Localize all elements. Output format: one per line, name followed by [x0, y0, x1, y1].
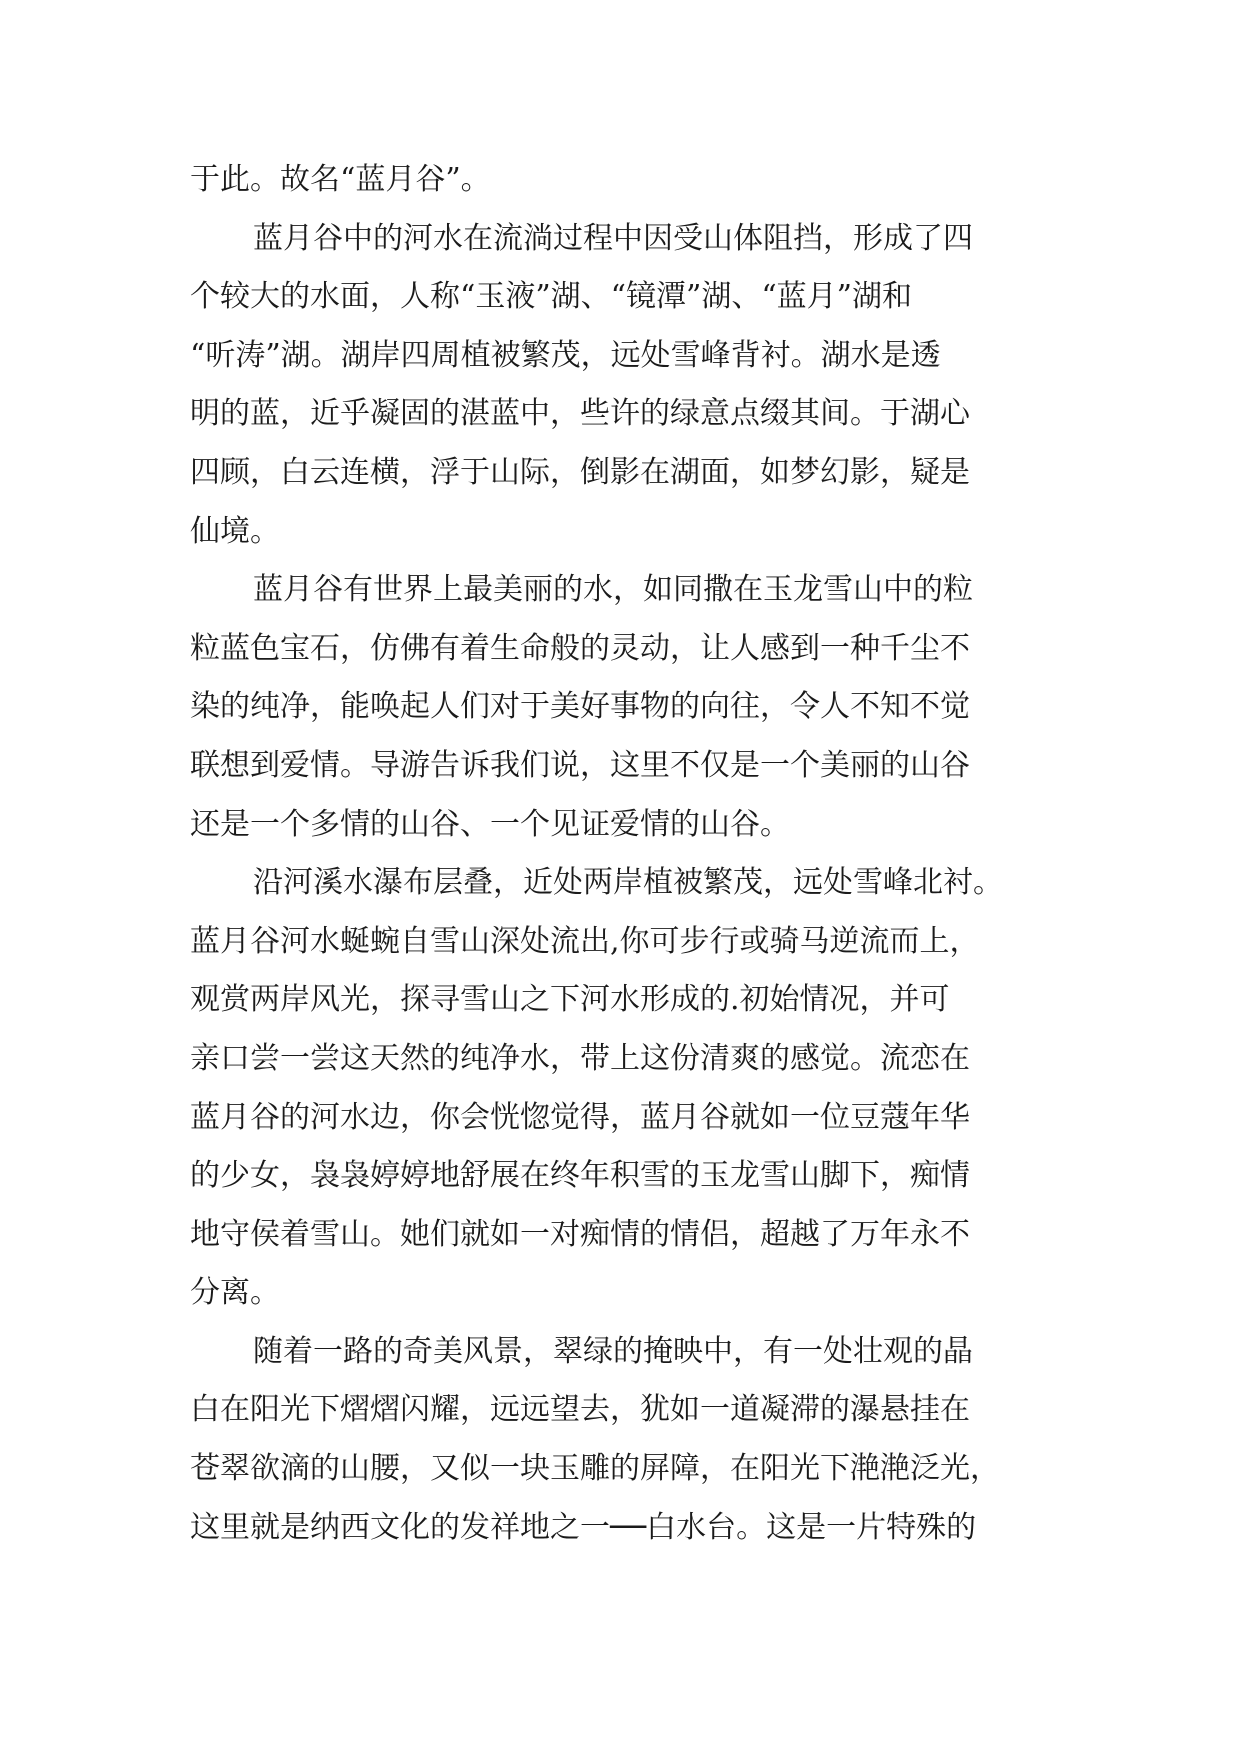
text-line: 蓝月谷河水蜒蜿自雪山深处流出,你可步行或骑马逆流而上， [190, 923, 980, 959]
paragraph-first-line: 沿河溪水瀑布层叠，近处两岸植被繁茂，远处雪峰北衬。 [253, 865, 1003, 901]
text-line: 还是一个多情的山谷、一个见证爱情的山谷。 [190, 806, 790, 842]
text-line: 亲口尝一尝这天然的纯净水，带上这份清爽的感觉。流恋在 [190, 1040, 970, 1076]
text-line: 个较大的水面，人称“玉液”湖、“镜潭”湖、“蓝月”湖和 [190, 279, 913, 315]
text-line: 明的蓝，近乎凝固的湛蓝中，些许的绿意点缀其间。于湖心 [190, 396, 970, 432]
text-line: 联想到爱情。导游告诉我们说，这里不仅是一个美丽的山谷 [190, 747, 970, 783]
text-line: 四顾，白云连横，浮于山际，倒影在湖面，如梦幻影，疑是 [190, 454, 970, 490]
paragraph-first-line: 蓝月谷有世界上最美丽的水，如同撒在玉龙雪山中的粒 [253, 572, 973, 608]
text-line: 分离。 [190, 1275, 280, 1311]
text-line: 蓝月谷的河水边，你会恍惚觉得，蓝月谷就如一位豆蔻年华 [190, 1099, 970, 1135]
text-line: 仙境。 [190, 513, 280, 549]
text-line: 苍翠欲滴的山腰，又似一块玉雕的屏障，在阳光下滟滟泛光， [190, 1451, 1000, 1487]
text-line: 于此。故名“蓝月谷”。 [190, 162, 491, 197]
text-line: 粒蓝色宝石，仿佛有着生命般的灵动，让人感到一种千尘不 [190, 630, 970, 666]
text-line: 观赏两岸风光，探寻雪山之下河水形成的.初始情况，并可 [190, 982, 950, 1018]
text-line: 地守侯着雪山。她们就如一对痴情的情侣，超越了万年永不 [190, 1216, 970, 1252]
body-text [190, 160, 1050, 1566]
text-line: 染的纯净，能唤起人们对于美好事物的向往，令人不知不觉 [190, 689, 970, 725]
text-line: 的少女，袅袅婷婷地舒展在终年积雪的玉龙雪山脚下，痴情 [190, 1158, 970, 1194]
text-line: 白在阳光下熠熠闪耀，远远望去，犹如一道凝滞的瀑悬挂在 [190, 1392, 970, 1428]
paragraph-first-line: 随着一路的奇美风景，翠绿的掩映中，有一处壮观的晶 [253, 1333, 973, 1369]
paragraph-first-line: 蓝月谷中的河水在流淌过程中因受山体阻挡，形成了四 [253, 220, 973, 256]
text-line: “听涛”湖。湖岸四周植被繁茂，远处雪峰背衬。湖水是透 [190, 337, 941, 373]
text-line: 这里就是纳西文化的发祥地之一──白水台。这是一片特殊的 [190, 1509, 977, 1545]
